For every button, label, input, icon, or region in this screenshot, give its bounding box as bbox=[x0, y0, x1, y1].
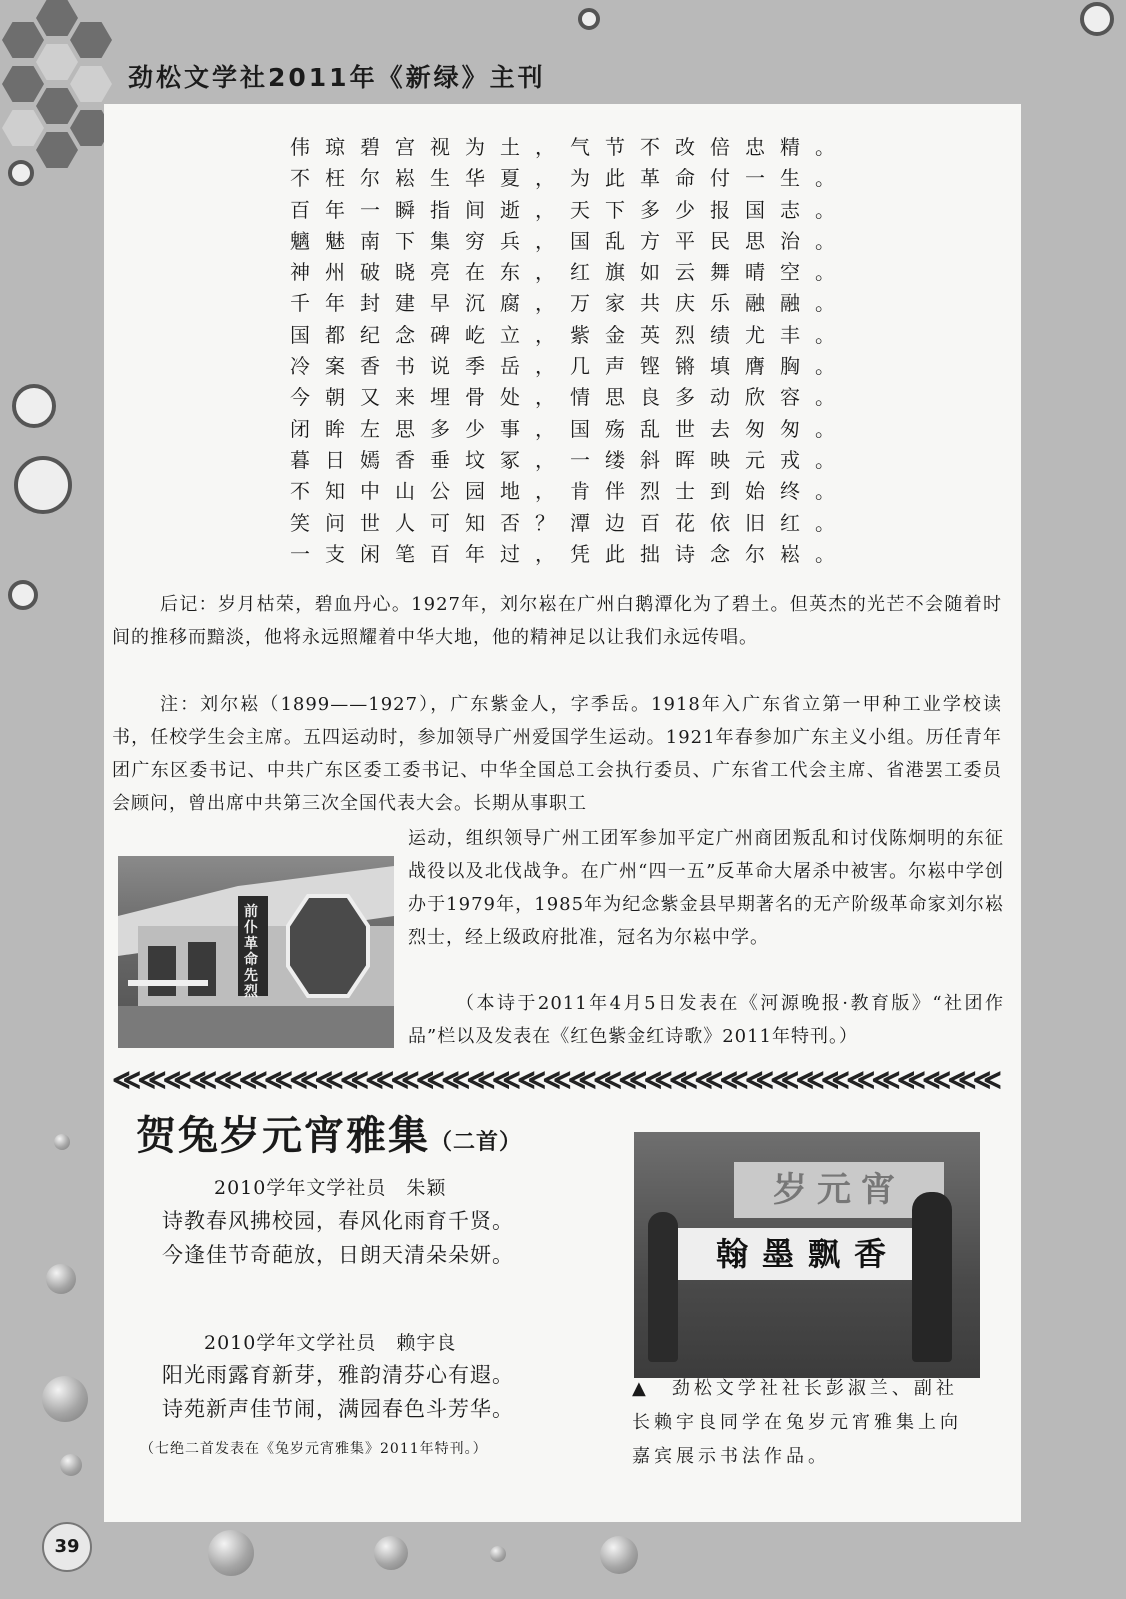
ball-decoration bbox=[54, 1134, 70, 1150]
hex-decoration bbox=[36, 88, 78, 124]
poem-line: 不枉尔崧生华夏，为此革命付一生。 bbox=[290, 166, 850, 191]
hex-decoration bbox=[2, 66, 44, 102]
poem-line: 今朝又来埋骨处，情思良多动欣容。 bbox=[290, 385, 850, 410]
poem-line: 冷案香书说季岳，几声铿锵填膺胸。 bbox=[290, 354, 850, 379]
ring-decoration bbox=[1080, 2, 1114, 36]
ring-decoration bbox=[578, 8, 600, 30]
calligraphy-scroll: 翰墨飘香 bbox=[676, 1228, 940, 1280]
section-divider: ≪≪≪≪≪≪≪≪≪≪≪≪≪≪≪≪≪≪≪≪≪≪≪≪≪≪≪≪≪≪≪≪≪≪≪ bbox=[112, 1063, 998, 1096]
hex-decoration bbox=[2, 110, 44, 146]
poem-line: 闭眸左思多少事，国殇乱世去匆匆。 bbox=[290, 416, 850, 441]
poem-line: 一支闲笔百年过，凭此拙诗念尔崧。 bbox=[290, 541, 850, 566]
poem-line: 百年一瞬指间逝，天下多少报国志。 bbox=[290, 197, 850, 222]
poem-line: 神州破晓亮在东，红旗如云舞晴空。 bbox=[290, 260, 850, 285]
ball-decoration bbox=[600, 1536, 638, 1574]
hex-decoration bbox=[36, 132, 78, 168]
verse-line: 诗苑新声佳节闹，满园春色斗芳华。 bbox=[162, 1397, 514, 1421]
memorial-sign-text: 前仆革命先烈 bbox=[244, 904, 258, 1000]
ring-decoration bbox=[8, 580, 38, 610]
page-number: 39 bbox=[42, 1522, 92, 1572]
hex-decoration bbox=[70, 22, 112, 58]
poem-line: 暮日嫣香垂坟冢，一缕斜晖映元戎。 bbox=[290, 447, 850, 472]
section-subtitle: （二首） bbox=[430, 1130, 523, 1155]
verse-line: 今逢佳节奇葩放，日朗天清朵朵妍。 bbox=[162, 1243, 514, 1267]
hex-decoration bbox=[70, 66, 112, 102]
ball-decoration bbox=[490, 1546, 506, 1562]
memorial-photo bbox=[118, 856, 394, 1048]
poem bbox=[290, 132, 880, 570]
verse-1 bbox=[162, 1204, 514, 1272]
poem-author-2: 2010学年文学社员 赖宇良 bbox=[204, 1332, 457, 1354]
poem-line: 国都纪念碑屹立，紫金英烈绩尤丰。 bbox=[290, 322, 850, 347]
hex-decoration bbox=[2, 22, 44, 58]
verse-line: 阳光雨露育新芽，雅韵清芬心有遐。 bbox=[162, 1363, 514, 1387]
ring-decoration bbox=[12, 384, 56, 428]
ring-decoration bbox=[8, 160, 34, 186]
hex-decoration bbox=[36, 44, 78, 80]
poem-line: 不知中山公园地，肯伴烈士到始终。 bbox=[290, 479, 850, 504]
section-note: （七绝二首发表在《兔岁元宵雅集》2011年特刊。） bbox=[140, 1441, 488, 1457]
photo-backdrop-banner: 岁元宵 bbox=[734, 1162, 944, 1218]
verse-2 bbox=[162, 1358, 514, 1426]
student-figure-left bbox=[648, 1212, 678, 1362]
poem-line: 笑问世人可知否？潭边百花依旧红。 bbox=[290, 510, 850, 535]
calligraphy-photo bbox=[634, 1132, 980, 1378]
ball-decoration bbox=[46, 1264, 76, 1294]
biography-note-continued: 运动，组织领导广州工团军参加平定广州商团叛乱和讨伐陈炯明的东征战役以及北伐战争。在广州“四一五”反革命大屠杀中被害。尔崧中学创办于1979年，1985年为纪念紫金县早期著名的无产阶级革命家刘尔崧烈士，经上级政府批准，冠名为尔崧中学。 bbox=[408, 828, 1004, 948]
section-title bbox=[136, 1104, 522, 1161]
ball-decoration bbox=[42, 1376, 88, 1422]
ring-decoration bbox=[14, 456, 72, 514]
publication-note: （本诗于2011年4月5日发表在《河源晚报·教育版》“社团作品”栏以及发表在《红色紫金红诗歌》2011年特刊。） bbox=[408, 993, 1004, 1047]
hex-decoration bbox=[36, 0, 78, 36]
photo-caption: ▲ 劲松文学社社长彭淑兰、副社长赖宇良同学在兔岁元宵雅集上向嘉宾展示书法作品。 bbox=[632, 1378, 962, 1467]
ball-decoration bbox=[60, 1454, 82, 1476]
student-figure-right bbox=[912, 1192, 952, 1362]
section-title-text: 贺兔岁元宵雅集 bbox=[136, 1113, 430, 1159]
page-header-title: 劲松文学社2011年《新绿》主刊 bbox=[128, 63, 546, 92]
poem-line: 魑魅南下集穷兵，国乱方平民思治。 bbox=[290, 228, 850, 253]
verse-line: 诗教春风拂校园，春风化雨育千贤。 bbox=[162, 1209, 514, 1233]
afterword: 后记：岁月枯荣，碧血丹心。1927年，刘尔崧在广州白鹅潭化为了碧土。但英杰的光芒不会随着时间的推移而黯淡，他将永远照耀着中华大地，他的精神足以让我们永远传唱。 bbox=[112, 594, 1002, 648]
poem-author-1: 2010学年文学社员 朱颖 bbox=[214, 1177, 447, 1199]
content-panel bbox=[104, 104, 1021, 1522]
poem-line: 千年封建早沉腐，万家共庆乐融融。 bbox=[290, 291, 850, 316]
biography-note: 注：刘尔崧（1899——1927），广东紫金人，字季岳。1918年入广东省立第一甲种工业学校读书，任校学生会主席。五四运动时，参加领导广州爱国学生运动。1921年春参加广东主义小组。历任青年团广东区委书记、中共广东区委工委书记、中华全国总工会执行委员、广东省工代会主席、省港罢工委员会顾问，曾出席中共第三次全国代表大会。长期从事职工 bbox=[112, 694, 1002, 814]
ball-decoration bbox=[374, 1536, 408, 1570]
ball-decoration bbox=[208, 1530, 254, 1576]
poem-line: 伟琼碧宫视为土，气节不改倍忠精。 bbox=[290, 135, 850, 159]
